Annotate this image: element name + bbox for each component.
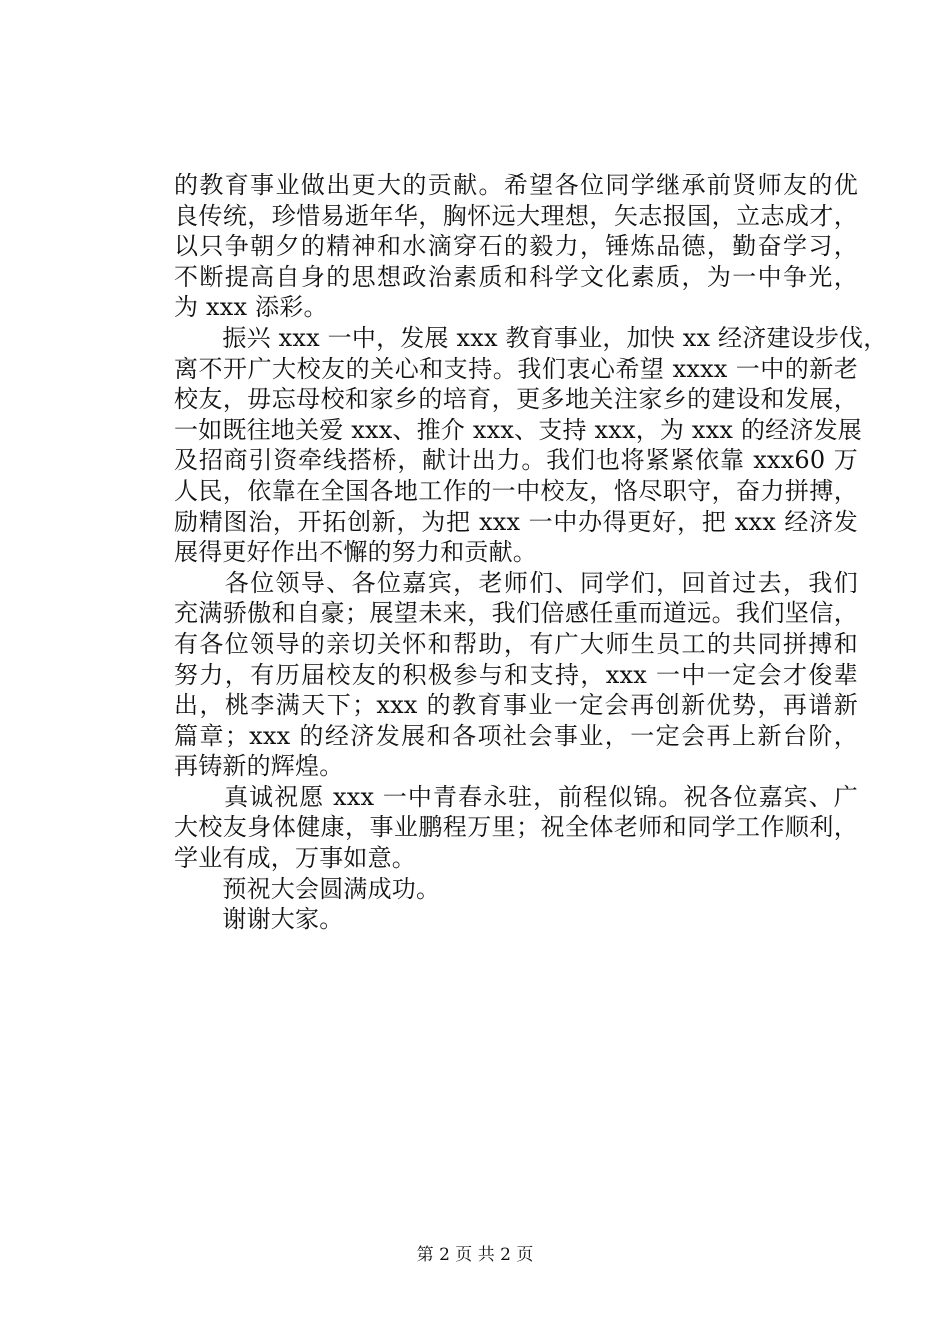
text-line: 大校友身体健康，事业鹏程万里；祝全体老师和同学工作顺利， bbox=[174, 813, 858, 842]
text-line: 出，桃李满天下；xxx 的教育事业一定会再创新优势，再谱新 bbox=[174, 691, 858, 720]
text-line: 励精图治，开拓创新，为把 xxx 一中办得更好，把 xxx 经济发 bbox=[174, 507, 858, 536]
text-line: 再铸新的辉煌。 bbox=[174, 752, 344, 781]
text-line: 良传统，珍惜易逝年华，胸怀远大理想，矢志报国，立志成才， bbox=[174, 201, 858, 230]
text-line: 校友，毋忘母校和家乡的培育，更多地关注家乡的建设和发展， bbox=[174, 385, 858, 414]
text-line: 的教育事业做出更大的贡献。希望各位同学继承前贤师友的优 bbox=[174, 171, 858, 199]
text-line: 一如既往地关爱 xxx、推介 xxx、支持 xxx，为 xxx 的经济发展 bbox=[174, 415, 862, 444]
text-line: 振兴 xxx 一中，发展 xxx 教育事业，加快 xx 经济建设步伐， bbox=[174, 323, 888, 352]
text-line: 篇章；xxx 的经济发展和各项社会事业，一定会再上新台阶， bbox=[174, 721, 858, 750]
text-line: 以只争朝夕的精神和水滴穿石的毅力，锤炼品德，勤奋学习， bbox=[174, 232, 858, 261]
document-body bbox=[174, 170, 888, 935]
text-line: 努力，有历届校友的积极参与和支持，xxx 一中一定会才俊辈 bbox=[174, 660, 858, 689]
text-line: 展得更好作出不懈的努力和贡献。 bbox=[174, 538, 537, 567]
text-line: 离不开广大校友的关心和支持。我们衷心希望 xxxx 一中的新老 bbox=[174, 354, 858, 383]
text-line: 及招商引资牵线搭桥，献计出力。我们也将紧紧依靠 xxx60 万 bbox=[174, 446, 858, 475]
text-line: 预祝大会圆满成功。 bbox=[174, 874, 441, 903]
text-line: 学业有成，万事如意。 bbox=[174, 844, 416, 873]
text-line: 各位领导、各位嘉宾，老师们、同学们，回首过去，我们 bbox=[174, 568, 858, 597]
text-line: 人民，依靠在全国各地工作的一中校友，恪尽职守，奋力拼搏， bbox=[174, 476, 858, 505]
text-line: 充满骄傲和自豪；展望未来，我们倍感任重而道远。我们坚信， bbox=[174, 599, 858, 628]
text-line: 为 xxx 添彩。 bbox=[174, 293, 328, 322]
page-footer: 第 2 页 共 2 页 bbox=[416, 1245, 534, 1265]
text-line: 不断提高自身的思想政治素质和科学文化素质，为一中争光， bbox=[174, 262, 858, 291]
text-line: 真诚祝愿 xxx 一中青春永驻，前程似锦。祝各位嘉宾、广 bbox=[174, 782, 858, 811]
text-line: 谢谢大家。 bbox=[174, 905, 344, 934]
text-line: 有各位领导的亲切关怀和帮助，有广大师生员工的共同拼搏和 bbox=[174, 629, 858, 658]
